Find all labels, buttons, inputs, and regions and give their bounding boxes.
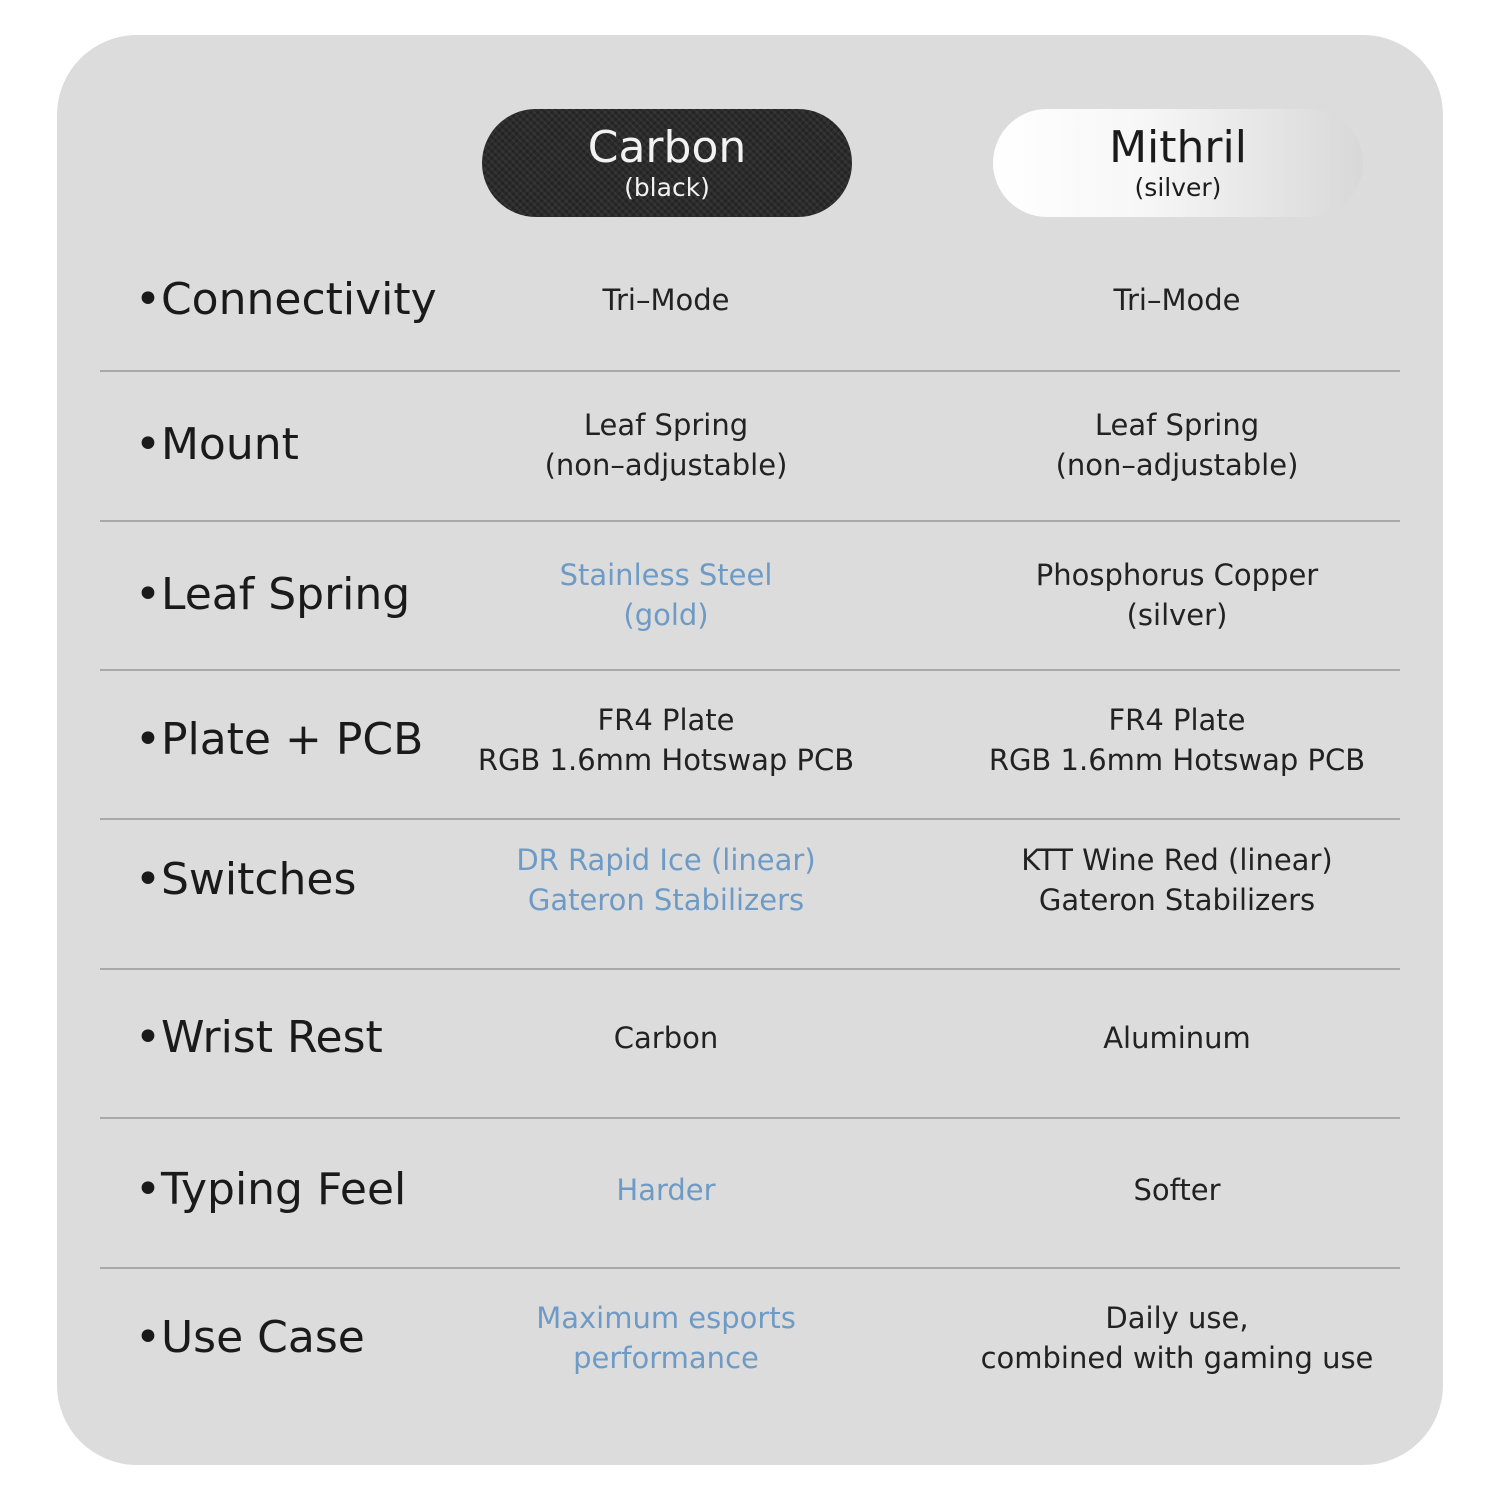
mithril-value [947,840,1407,920]
mithril-subtitle: (silver) [1134,173,1222,202]
carbon-value-line: FR4 Plate [597,703,735,737]
mithril-value-line: Leaf Spring [1094,408,1260,442]
carbon-value-line: (gold) [623,598,709,632]
carbon-value-line: performance [573,1341,759,1375]
carbon-name: Carbon [587,122,747,173]
row-divider [100,520,1400,522]
row-label: •Mount [135,419,299,470]
carbon-value-line: Tri–Mode [602,283,730,317]
carbon-value-line: Leaf Spring [583,408,749,442]
mithril-value-line: Tri–Mode [1113,283,1241,317]
carbon-value-line: Stainless Steel [559,558,773,592]
mithril-header-pill [993,109,1363,217]
mithril-value [947,1018,1407,1058]
mithril-value-line: FR4 Plate [1108,703,1246,737]
row-divider [100,370,1400,372]
row-label: •Use Case [135,1312,365,1363]
mithril-value [947,700,1407,780]
carbon-value [436,1298,896,1378]
row-divider [100,1267,1400,1269]
row-label: •Switches [135,854,357,905]
mithril-value-line: KTT Wine Red (linear) [1021,843,1333,877]
carbon-value-line: Gateron Stabilizers [527,883,805,917]
carbon-header-pill [482,109,852,217]
carbon-value [436,555,896,635]
row-label: •Connectivity [135,274,437,325]
mithril-value-line: combined with gaming use [980,1341,1374,1375]
row-divider [100,669,1400,671]
mithril-value-line: (silver) [1126,598,1228,632]
carbon-value [436,1018,896,1058]
row-label: •Wrist Rest [135,1012,383,1063]
row-divider [100,818,1400,820]
row-label: •Typing Feel [135,1164,407,1215]
carbon-value [436,1170,896,1210]
mithril-value [947,405,1407,485]
carbon-value [436,405,896,485]
carbon-value-line: RGB 1.6mm Hotswap PCB [477,743,855,777]
mithril-value-line: Softer [1133,1173,1221,1207]
mithril-value-line: Aluminum [1103,1021,1251,1055]
carbon-value-line: Harder [616,1173,716,1207]
carbon-value-line: DR Rapid Ice (linear) [516,843,816,877]
carbon-value-line: (non–adjustable) [544,448,788,482]
row-label: •Leaf Spring [135,569,411,620]
carbon-value-line: Carbon [613,1021,719,1055]
carbon-value [436,280,896,320]
carbon-value [436,840,896,920]
mithril-name: Mithril [1109,122,1247,173]
row-divider [100,1117,1400,1119]
carbon-value [436,700,896,780]
mithril-value-line: Phosphorus Copper [1035,558,1319,592]
mithril-value [947,1298,1407,1378]
mithril-value-line: Daily use, [1105,1301,1249,1335]
mithril-value [947,1170,1407,1210]
carbon-value-line: Maximum esports [536,1301,796,1335]
carbon-subtitle: (black) [624,173,710,202]
mithril-value [947,555,1407,635]
row-divider [100,968,1400,970]
mithril-value-line: (non–adjustable) [1055,448,1299,482]
mithril-value-line: Gateron Stabilizers [1038,883,1316,917]
mithril-value-line: RGB 1.6mm Hotswap PCB [988,743,1366,777]
mithril-value [947,280,1407,320]
row-label: •Plate + PCB [135,714,424,765]
